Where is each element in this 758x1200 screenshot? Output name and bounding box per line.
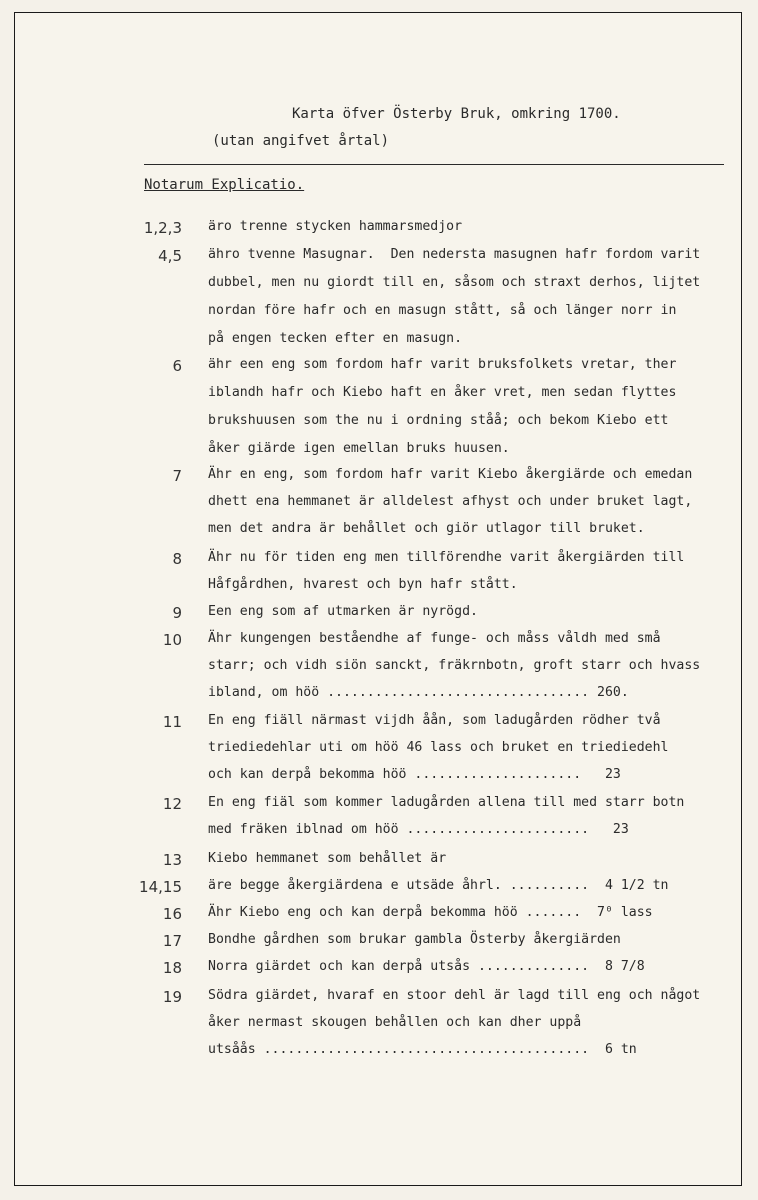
- title-divider: [144, 164, 724, 165]
- entry-line: brukshuusen som the nu i ordning ståå; och bekom Kiebo ett: [208, 413, 669, 428]
- entry-number: 10: [162, 631, 182, 649]
- entry-line: Ähr kungengen beståendhe af funge- och måss våldh med små: [208, 631, 661, 646]
- entry-line: Bondhe gårdhen som brukar gambla Österby åkergiärden: [208, 932, 621, 947]
- entry-line: dubbel, men nu giordt till en, såsom och straxt derhos, lijtet: [208, 275, 701, 290]
- entry-line: iblandh hafr och Kiebo haft en åker vret, men sedan flyttes: [208, 385, 677, 400]
- entry-number: 11: [162, 713, 182, 731]
- entry-line: triediedehlar uti om höö 46 lass och bruket en triediedehl: [208, 740, 669, 755]
- entry-line: Ähr nu för tiden eng men tillförendhe varit åkergiärden till: [208, 550, 685, 565]
- entry-line: äro trenne stycken hammarsmedjor: [208, 219, 463, 234]
- entry-line: nordan före hafr och en masugn stått, så och länger norr in: [208, 303, 677, 318]
- entry-number: 9: [172, 604, 182, 622]
- entry-line: Een eng som af utmarken är nyrögd.: [208, 604, 478, 619]
- entry-line: En eng fiäll närmast vijdh åån, som ladugården rödher två: [208, 713, 661, 728]
- entry-number: 8: [172, 550, 182, 568]
- entry-line: starr; och vidh siön sanckt, fräkrnbotn, groft starr och hvass: [208, 658, 701, 673]
- entry-line: Håfgårdhen, hvarest och byn hafr stått.: [208, 577, 518, 592]
- document-page: [14, 12, 742, 1186]
- entry-line: En eng fiäl som kommer ladugården allena till med starr botn: [208, 795, 685, 810]
- entry-line: ähr een eng som fordom hafr varit bruksfolkets vretar, ther: [208, 357, 677, 372]
- entry-line: med fräken iblnad om höö ....................... 23: [208, 822, 629, 837]
- entry-line: på engen tecken efter en masugn.: [208, 331, 463, 346]
- entry-line: ähro tvenne Masugnar. Den nedersta masugnen hafr fordom varit: [208, 247, 701, 262]
- entry-line: och kan derpå bekomma höö ..................... 23: [208, 767, 621, 782]
- entry-line: men det andra är behållet och giör utlagor till bruket.: [208, 521, 645, 536]
- entry-line: ibland, om höö ................................. 260.: [208, 685, 629, 700]
- entry-line: Ähr en eng, som fordom hafr varit Kiebo åkergiärde och emedan: [208, 467, 693, 482]
- entry-line: åker nermast skougen behållen och kan dher uppå: [208, 1015, 582, 1030]
- entry-number: 17: [162, 932, 182, 950]
- entry-line: utsåås ......................................... 6 tn: [208, 1042, 637, 1057]
- entry-line: dhett ena hemmanet är alldelest afhyst och under bruket lagt,: [208, 494, 693, 509]
- entry-number: 6: [172, 357, 182, 375]
- entry-number: 19: [162, 988, 182, 1006]
- section-heading: Notarum Explicatio.: [144, 177, 305, 193]
- document-title: Karta öfver Österby Bruk, omkring 1700.: [292, 106, 621, 122]
- entry-number: 1,2,3: [143, 219, 182, 237]
- entry-number: 16: [162, 905, 182, 923]
- entry-number: 14,15: [139, 878, 182, 896]
- entry-number: 4,5: [158, 247, 182, 265]
- entry-line: Kiebo hemmanet som behållet är: [208, 851, 447, 866]
- entry-line: åker giärde igen emellan bruks huusen.: [208, 441, 510, 456]
- entry-number: 7: [172, 467, 182, 485]
- entry-number: 13: [162, 851, 182, 869]
- entry-number: 18: [162, 959, 182, 977]
- entry-line: Södra giärdet, hvaraf en stoor dehl är lagd till eng och något: [208, 988, 701, 1003]
- document-subtitle: (utan angifvet årtal): [212, 133, 390, 149]
- entry-number: 12: [162, 795, 182, 813]
- entry-line: Ähr Kiebo eng och kan derpå bekomma höö ....... 7⁰ lass: [208, 905, 653, 920]
- entry-line: äre begge åkergiärdena e utsäde åhrl. .......... 4 1/2 tn: [208, 878, 669, 893]
- entry-line: Norra giärdet och kan derpå utsås .............. 8 7/8: [208, 959, 645, 974]
